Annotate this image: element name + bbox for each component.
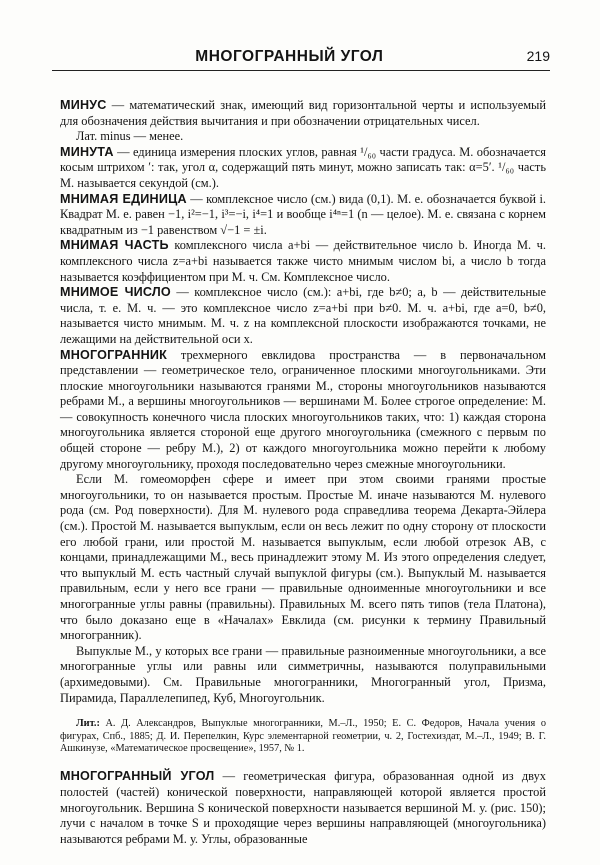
entry-imaginary-unit-text: — комплексное число (см.) вида (0,1). М. е. обозначается буквой i. Квадрат М. е. равен −1, i²=−1, i³=−i, i⁴=1 и вообще i⁴ⁿ=1 (n — целое). М. е. связана с корнем квадратным из −1 равенством: [60, 191, 546, 237]
entry-imaginary-unit: [60, 192, 546, 239]
page-number: 219: [526, 48, 550, 64]
entry-minuta: [60, 145, 546, 192]
term-polyhedron: МНОГОГРАННИК: [60, 347, 168, 362]
term-polyhedral-angle: МНОГОГРАННЫЙ УГОЛ: [60, 769, 215, 784]
entry-minus-latin: Лат. minus — менее.: [76, 129, 184, 144]
entry-polyhedron-para2: Если М. гомеоморфен сфере и имеет при этом своими гранями простые многоугольники, то он называется простым. Простые М. иначе называются М. нулевого рода (см. Род поверхности). Для М. нулевого рода справедлива теорема Декарта-Эйлера (см.). Простой М. называется выпуклым, если он весь лежит по одну сторону от плоскости его любой грани, или простой М. называется выпуклым, если любой отрезок AB, с концами, принадлежащими М., весь принадлежит этому М. Из этого определения следует, что выпуклый М. есть частный случай выпуклой фигуры (см.). Выпуклый М. называется правильным, если у него все грани — правильные одноименные многоугольники и все многогранные углы равны (правильны). Правильных М. всего пять типов (тела Платона), что было доказано еще в «Началах» Евклида (см. рисунки к термину Правильный многогранник).: [60, 472, 546, 643]
term-imaginary-number: МНИМОЕ ЧИСЛО: [60, 285, 171, 300]
entry-polyhedron-para3: Выпуклые М., у которых все грани — правильные разноименные многоугольники, а все многогранные углы или равны или симметричны, называются полуправильными (архимедовыми). См. Правильные многогранники, Многогранный угол, Призма, Пирамида, Параллелепипед, Куб, Многоугольник.: [60, 643, 546, 705]
entry-imaginary-part-text: комплексного числа a+bi — действительное число b. Иногда М. ч. комплексного числа z=a+bi называется также чисто мнимым числом bi, а число b тогда называется коэффициентом при М. ч. См. Комплексное число.: [60, 238, 546, 284]
term-minus: МИНУС: [60, 98, 107, 112]
entry-polyhedron-text: трехмерного евклидова пространства — в первоначальном представлении — геометрическое тело, ограниченное плоскими многоугольниками. Эти плоские многоугольники называются гранями М., стороны многоугольников называются ребрами М., а вершины многоугольников — вершинами М. Более строгое определение: М. — совокупность конечного числа плоских многоугольников таких, что: 1) каждая сторона многоугольника является стороной еще другого многоугольника (смежного с первым по общей стороне — ребру М.), 2) от каждого многоугольника можно перейти к любому другому многоугольнику, проходя последовательно через смежные многоугольники.: [60, 347, 546, 471]
term-imaginary-part: МНИМАЯ ЧАСТЬ: [60, 238, 169, 253]
entry-minus: [60, 98, 546, 129]
entry-imaginary-part: [60, 238, 546, 285]
literature-text: А. Д. Александров, Выпуклые многогранники, М.–Л., 1950; Е. С. Федоров, Начала учения о фигурах, Спб., 1885; Д. И. Перепелкин, Курс элементарной геометрии, ч. 2, Гостехиздат, М.–Л., 1949; В. Г. Ашкинузе, «Математическое просвещение», 1957, № 1.: [60, 718, 546, 754]
entry-polyhedral-angle-text: — геометрическая фигура, образованная одной из двух полостей (частей) конической поверхности, направляющей которой является простой многоугольник. Вершина S конической поверхности называется вершиной М. у. (рис. 150); лучи с началом в точке S и проходящие через вершины направляющей (многоугольника) называются ребрами М. у. Углы, образованные: [60, 769, 546, 846]
entry-polyhedral-angle: [60, 769, 546, 847]
formula-sqrt-minus-one: √−1 = ±i.: [220, 222, 267, 237]
article-body: [60, 98, 546, 847]
term-imaginary-unit: МНИМАЯ ЕДИНИЦА: [60, 191, 187, 206]
literature-polyhedron: [60, 718, 546, 755]
entry-polyhedron: [60, 348, 546, 473]
entry-minuta-text: — единица измерения плоских углов, равная ¹/₆₀ части градуса. М. обозначается косым штрихом ′: так, угол α, содержащий пять минут, можно записать так: α=5′. ¹/₆₀ часть М. называется секундой (см.).: [60, 144, 546, 190]
literature-label: Лит.:: [76, 718, 100, 730]
term-minuta: МИНУТА: [60, 144, 114, 159]
entry-minus-text: — математический знак, имеющий вид горизонтальной черты и используемый для обозначения действия вычитания и при обозначении отрицательных чисел.: [60, 98, 546, 128]
entry-imaginary-number: [60, 285, 546, 347]
header-rule: [52, 70, 550, 71]
entry-imaginary-number-text: — комплексное число (см.): a+bi, где b≠0; a, b — действительные числа, т. е. М. ч. — это комплексное число z=a+bi при b≠0. М. ч. a+bi, где a=0, b≠0, называется чисто мнимым. М. ч. z на комплексной плоскости изображаются точками, не лежащими на действительной оси x.: [60, 285, 546, 346]
running-title: МНОГОГРАННЫЙ УГОЛ: [195, 48, 384, 65]
page-header: [52, 48, 550, 66]
